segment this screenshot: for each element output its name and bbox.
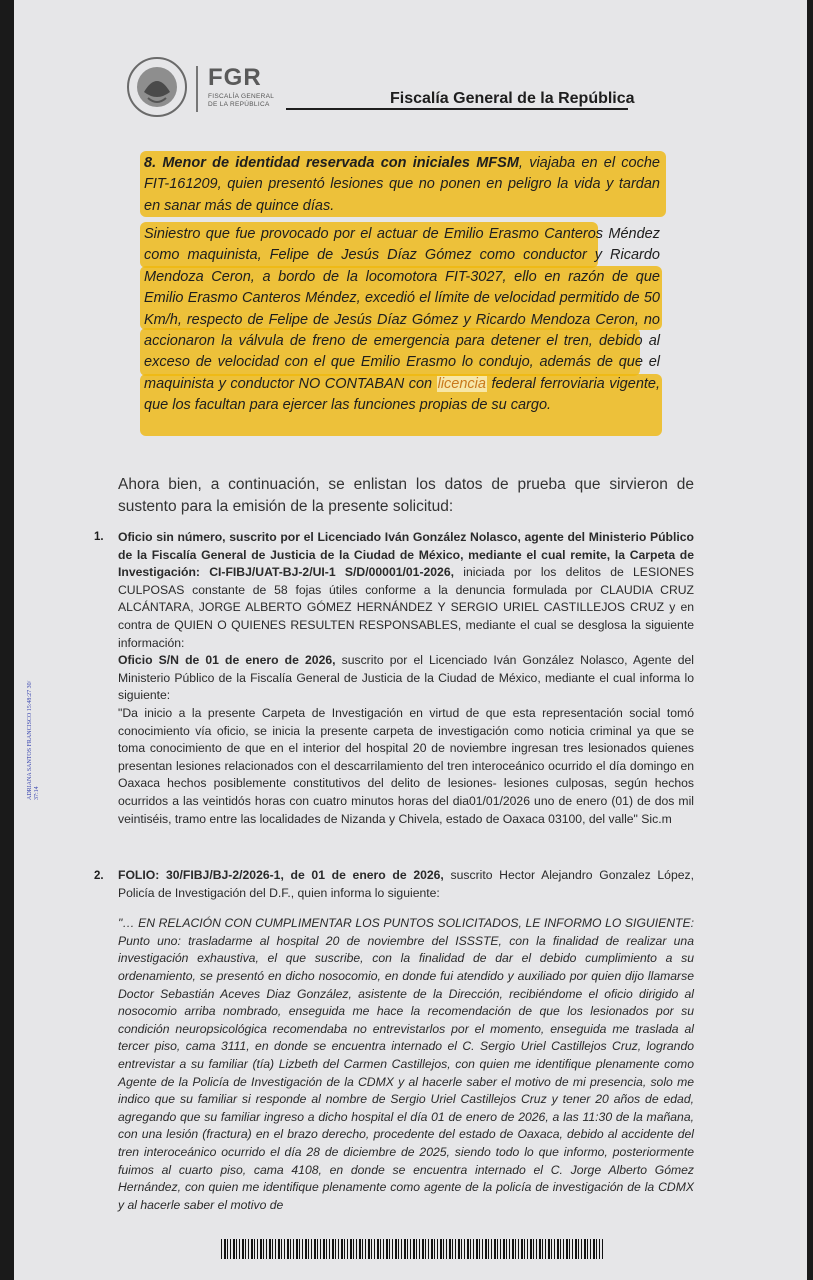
item-1-heading: Oficio sin número, suscrito por el Licenciado Iván González Nolasco, agente del Ministerio Público de la Fiscalía General de Justicia de la Ciudad de México, mediante el cual remite, la Carpeta de Investigación: CI-FIBJ/UAT-BJ-2/UI-1 S/D/00001/01-2026, xyxy=(118,530,694,580)
fgr-abbreviation: FGR xyxy=(208,64,262,91)
highlighted-paragraph-1 xyxy=(144,153,660,217)
licencia-word: licencia xyxy=(437,375,486,392)
barcode xyxy=(221,1239,603,1259)
signature-stamp: ADRIANA SANTOS FRANCISCO 15:48:27 30/ 37:14 xyxy=(27,680,40,800)
intro-paragraph: Ahora bien, a continuación, se enlistan los datos de prueba que sirvieron de sustento para la emisión de la presente solicitud: xyxy=(118,476,694,515)
header-underline xyxy=(286,108,628,110)
document-page xyxy=(14,0,807,1280)
item-1-sub-text: suscrito por el Licenciado Iván González Nolasco, Agente del Ministerio Público de la Fiscalía General de Justicia de la Ciudad de México, mediante el cual informa lo siguiente: xyxy=(118,653,694,703)
item-2-quote: "… EN RELACIÓN CON CUMPLIMENTAR LOS PUNTOS SOLICITADOS, LE INFORMO LO SIGUIENTE: Punto uno: trasladarme al hospital 20 de noviembre del ISSSTE, con la finalidad de realizar una investigación exhaustiva, el que suscribe, con la finalidad de dar el debido cumplimiento a su ordenamiento, se presentó en dicho nosocomio, en donde fui atendido y auxiliado por quien dijo llamarse Doctor Sebastián Aceves Diaz González, asistente de la Dirección, recibiéndome el oficio dirigido al nosocomio arriba nombrado, enseguida me hace la recomendación de que los lesionados por su condición neuropsicológica recomendaba no entrevistarlos por el momento, enseguida me traslada al tercer piso, cama 3111, en donde se encuentra internado el C. Sergio Uriel Castillejos Cruz, logrando entrevistar a su familiar (tía) Lizbeth del Carmen Castillejos, con quien me identifique plenamente como Agente de la Policía de Investigación de la CDMX y al hacerle saber el motivo de mi presencia, solo me indico que su familiar si responde al nombre de Sergio Uriel Castillejos Cruz y tener 20 años de edad, agregando que su familiar ingreso a dicho hospital el día 01 de enero de 2026, a las 11:30 de la mañana, con una lesión (fractura) en el brazo derecho, procedente del estado de Oaxaca, debido al accidente del tren interoceánico ocurrido el día 28 de diciembre de 2025, siendo todo lo que informo, posteriormente fuimos al cuarto piso, cama 4108, en donde se encuentra internado el C. Jorge Alberto Gómez Hernández, con quien me identifique plenamente como agente de la policía de investigación de la CDMX y al hacerle saber el motivo de xyxy=(118,916,694,1212)
item-1-quote: "Da inicio a la presente Carpeta de Investigación en virtud de que esta representación social tomó conocimiento vía oficio, se inicia la presente carpeta de investigación como noticia criminal ya que se toma conocimiento de que en el interior del hospital 20 de noviembre ingresan tres lesionados quienes presentan lesiones relacionados con el descarrilamiento del tren interoceánico ocurrido el día domingo en Oaxaca hechos posiblemente constitutivos del delito de lesiones- lesiones culposas, según hechos ocurridos a las veintidós horas con cuatro minutos horas del dia01/01/2026 uno de enero (01) de dos mil veintiséis, tramo entre las localidades de Nizanda y Chivela, estado de Oaxaca 03100, del valle" Sic.m xyxy=(118,705,694,826)
item-2-text: suscrito Hector Alejandro Gonzalez López, Policía de Investigación del D.F., quien informa lo siguiente: xyxy=(118,868,694,900)
item-1-text: iniciada por los delitos de LESIONES CULPOSAS constante de 58 fojas útiles conforme a la denuncia formulada por CLAUDIA CRUZ ALCÁNTARA, JORGE ALBERTO GÓMEZ HERNÁNDEZ Y SERGIO URIEL CASTILLEJOS CRUZ y en contra de QUIEN O QUIENES RESULTEN RESPONSABLES, mediante el cual se desglosa la siguiente información: xyxy=(118,565,694,650)
paragraph-1-text: , viajaba en el coche FIT-161209, quien presentó lesiones que no ponen en peligro la vida y tardan en sanar más de quince días. xyxy=(144,155,660,214)
evidence-item-1 xyxy=(118,529,694,828)
item-1-sub-heading: Oficio S/N de 01 de enero de 2026, xyxy=(118,653,336,668)
header-title: Fiscalía General de la República xyxy=(390,90,635,107)
national-seal-icon xyxy=(126,56,188,118)
letterhead xyxy=(14,0,807,130)
paragraph-2-text-b: federal ferroviaria vigente, que los facultan para ejercer las funciones propias de su cargo. xyxy=(144,375,660,414)
item-2-number: 2. xyxy=(94,870,104,882)
item-1-number: 1. xyxy=(94,531,104,543)
evidence-item-2 xyxy=(118,867,694,1214)
highlighted-paragraph-2 xyxy=(144,224,660,417)
paragraph-2-text-a: Siniestro que fue provocado por el actuar de Emilio Erasmo Canteros Méndez como maquinista, Felipe de Jesús Díaz Gómez como conductor y Ricardo Mendoza Ceron, a bordo de la locomotora FIT-3027, ello en razón de que Emilio Erasmo Canteros Méndez, excedió el límite de velocidad permitido de 50 Km/h, respecto de Felipe de Jesús Díaz Gómez y Ricardo Mendoza Ceron, no accionaron la válvula de freno de emergencia para detener el tren, debido al exceso de velocidad con el que Emilio Erasmo lo condujo, además de que el maquinista y conductor NO CONTABAN con xyxy=(144,226,660,392)
item-2-heading: FOLIO: 30/FIBJ/BJ-2/2026-1, de 01 de enero de 2026, xyxy=(118,868,444,882)
fgr-logo xyxy=(196,64,274,112)
paragraph-1-heading: 8. Menor de identidad reservada con iniciales MFSM xyxy=(144,155,519,171)
fgr-subtitle: FISCALÍA GENERAL DE LA REPÚBLICA xyxy=(208,93,274,108)
